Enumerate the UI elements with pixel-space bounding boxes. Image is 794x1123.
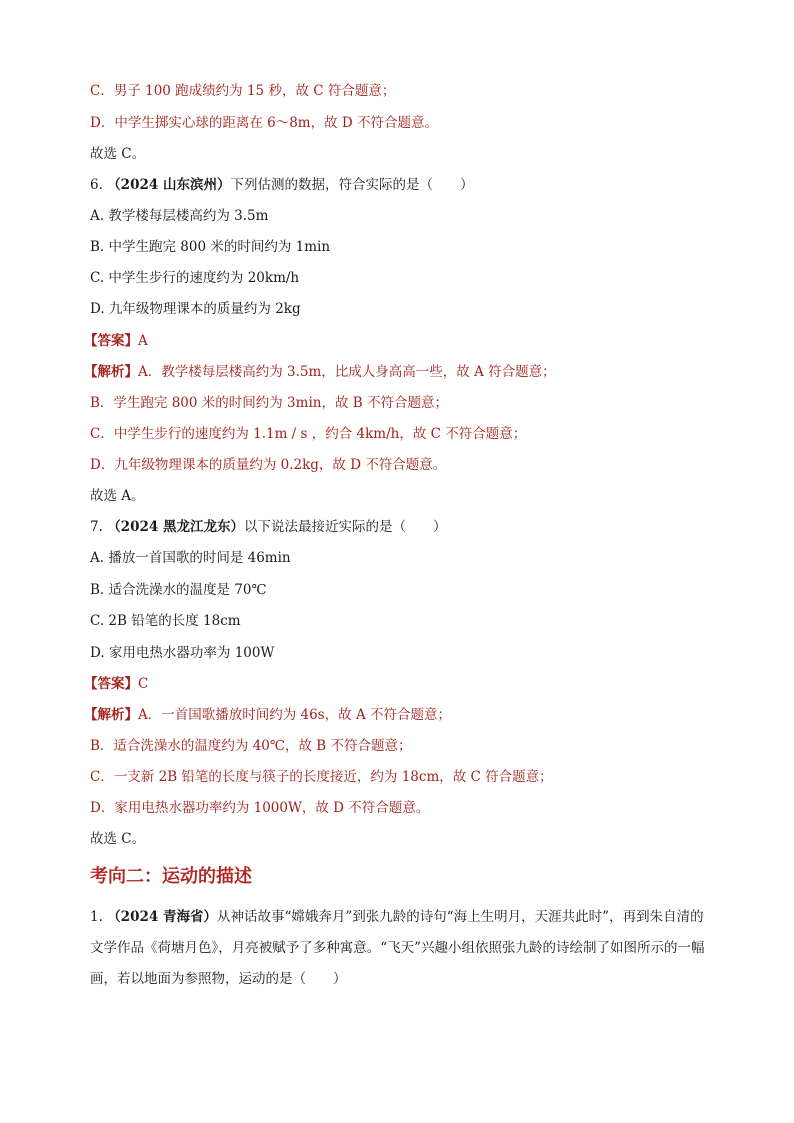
question-7-option-b: B. 适合洗澡水的温度是 70℃ [90,582,267,598]
question-6-option-b: B. 中学生跑完 800 米的时间约为 1min [90,239,331,255]
question-7-source: （2024 黑龙江龙东） [107,519,244,535]
question-6-analysis-b: B．学生跑完 800 米的时间约为 3min，故 B 不符合题意； [90,395,448,411]
analysis-tag: 【解析】 [84,364,138,380]
prev-analysis-c: C．男子 100 跑成绩约为 15 秒，故 C 符合题意； [90,83,396,99]
question-6-analysis-d: D．九年级物理课本的质量约为 0.2kg，故 D 不符合题意。 [90,457,447,473]
prev-analysis-d: D．中学生掷实心球的距离在 6～8m，故 D 不符合题意。 [90,115,439,131]
question-1-stem [90,902,706,995]
analysis-line: A．教学楼每层楼高约为 3.5m，比成人身高高一些，故 A 符合题意； [138,364,556,380]
question-7-analysis-a [84,705,704,725]
answer-tag: 【答案】 [84,333,138,349]
analysis-line: A．一首国歌播放时间约为 46s，故 A 不符合题意； [138,707,451,723]
question-7-analysis-b: B．适合洗澡水的温度约为 40℃，故 B 不符合题意； [90,738,412,754]
question-7-option-a: A. 播放一首国歌的时间是 46min [90,550,291,566]
answer-tag: 【答案】 [84,676,138,692]
question-6-conclusion: 故选 A。 [90,488,145,504]
analysis-tag: 【解析】 [84,707,138,723]
question-6-option-d: D. 九年级物理课本的质量约为 2kg [90,301,301,317]
answer-value: C [138,676,149,692]
question-7-analysis-c: C．一支新 2B 铅笔的长度与筷子的长度接近，约为 18cm，故 C 符合题意； [90,769,553,785]
question-6-number: 6. [90,177,103,193]
question-6-analysis-a [84,362,704,382]
question-1-source: （2024 青海省） [107,909,217,925]
question-1-text: 从神话故事“嫦娥奔月”到张九龄的诗句“海上生明月，天涯共此时”，再到朱自清的文学作品《荷塘月色》，月亮被赋予了多种寓意。“飞天”兴趣小组依照张九龄的诗绘制了如图所示的一幅画，若以地面为参照物，运动的是（ ） [90,909,705,987]
question-6-source: （2024 山东滨州） [107,177,231,193]
question-7-option-c: C. 2B 铅笔的长度 18cm [90,613,241,629]
question-7-stem [90,517,704,537]
answer-value: A [138,333,148,349]
question-1-number: 1. [90,909,103,925]
question-6-option-c: C. 中学生步行的速度约为 20km/h [90,270,300,286]
section-heading: 考向二：运动的描述 [90,866,252,887]
question-6-answer [84,331,704,351]
question-6-option-a: A. 教学楼每层楼高约为 3.5m [90,208,269,224]
question-7-option-d: D. 家用电热水器功率为 100W [90,645,275,661]
question-7-text: 以下说法最接近实际的是（ ） [243,519,447,535]
prev-conclusion: 故选 C。 [90,146,146,162]
question-7-number: 7. [90,519,103,535]
question-6-text: 下列估测的数据，符合实际的是（ ） [230,177,474,193]
question-7-conclusion: 故选 C。 [90,831,146,847]
question-6-stem [90,175,704,195]
question-6-analysis-c: C．中学生步行的速度约为 1.1m / s ，约合 4km/h，故 C 不符合题意； [90,426,527,442]
question-7-analysis-d: D．家用电热水器功率约为 1000W，故 D 不符合题意。 [90,800,430,816]
question-7-answer [84,674,704,694]
